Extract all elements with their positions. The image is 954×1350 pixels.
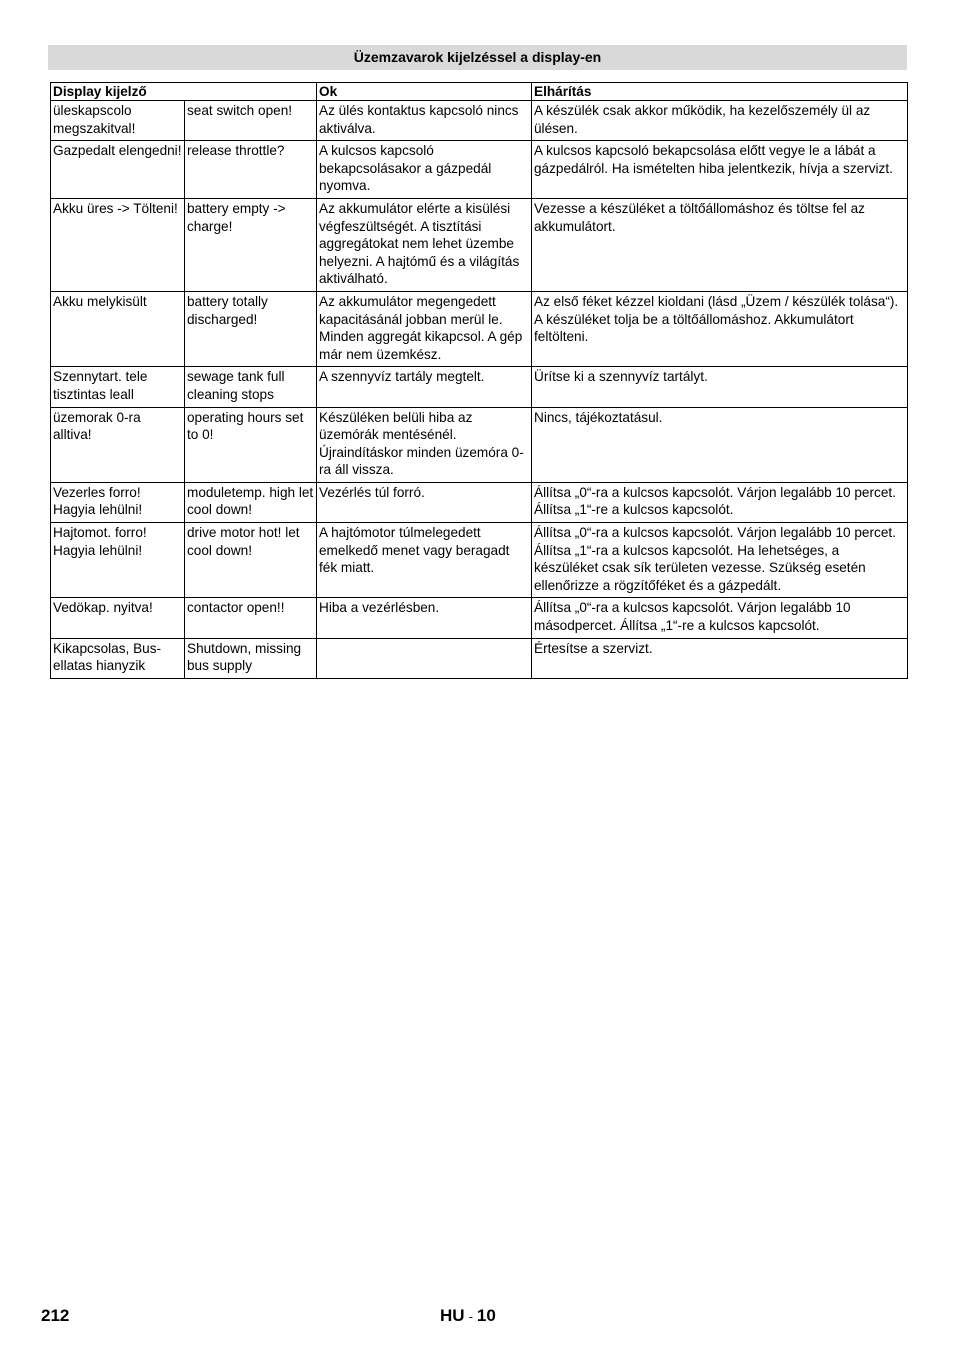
display-text-en: sewage tank full cleaning stops: [185, 367, 317, 407]
display-text-hu: Vedökap. nyitva!: [51, 598, 185, 638]
display-text-hu: Szennytart. tele tisztintas leall: [51, 367, 185, 407]
display-text-en: seat switch open!: [185, 101, 317, 141]
table-row: [51, 598, 908, 638]
display-text-hu: Hajtomot. forro! Hagyia lehülni!: [51, 523, 185, 598]
display-text-hu: Akku melykisült: [51, 291, 185, 366]
table-row: [51, 101, 908, 141]
table-header-row: [51, 83, 908, 101]
table-row: [51, 291, 908, 366]
display-text-hu: Akku üres -> Tölteni!: [51, 198, 185, 291]
remedy-cell: Állítsa „0“-ra a kulcsos kapcsolót. Várjon legalább 10 percet. Állítsa „1“-ra a kulcsos kapcsolót. Ha lehetséges, a készüléket csak sík területen vezesse. Szükség esetén ellenőrizze a rögzítőféket és a gázpedált.: [532, 523, 908, 598]
display-text-en: Shutdown, missing bus supply: [185, 638, 317, 678]
display-text-en: battery totally discharged!: [185, 291, 317, 366]
cause-cell: Az akkumulátor elérte a kisülési végfeszültségét. A tisztítási aggregátokat nem lehet üzembe helyezni. A hajtómű és a világítás aktiválható.: [317, 198, 532, 291]
display-text-hu: üleskapscolo megszakitval!: [51, 101, 185, 141]
footer-lang: HU: [440, 1306, 465, 1325]
header-cause: Ok: [317, 83, 532, 101]
footer-section-label: [440, 1306, 496, 1326]
display-text-en: moduletemp. high let cool down!: [185, 482, 317, 522]
table-row: [51, 523, 908, 598]
remedy-cell: Az első féket kézzel kioldani (lásd „Üzem / készülék tolása“). A készüléket tolja be a töltőállomáshoz. Akkumulátort feltölteni.: [532, 291, 908, 366]
display-text-en: operating hours set to 0!: [185, 407, 317, 482]
display-text-hu: Gazpedalt elengedni!: [51, 141, 185, 199]
header-remedy: Elhárítás: [532, 83, 908, 101]
display-text-en: drive motor hot! let cool down!: [185, 523, 317, 598]
cause-cell: Hiba a vezérlésben.: [317, 598, 532, 638]
cause-cell: A hajtómotor túlmelegedett emelkedő menet vagy beragadt fék miatt.: [317, 523, 532, 598]
table-row: [51, 367, 908, 407]
footer-section-page: 10: [476, 1306, 496, 1325]
remedy-cell: Vezesse a készüléket a töltőállomáshoz és töltse fel az akkumulátort.: [532, 198, 908, 291]
display-text-hu: Kikapcsolas, Bus-ellatas hianyzik: [51, 638, 185, 678]
header-display: Display kijelző: [51, 83, 317, 101]
cause-cell: Készüléken belüli hiba az üzemórák mentésénél. Újraindításkor minden üzemóra 0-ra áll vissza.: [317, 407, 532, 482]
table-row: [51, 198, 908, 291]
cause-cell: A kulcsos kapcsoló bekapcsolásakor a gázpedál nyomva.: [317, 141, 532, 199]
display-text-hu: üzemorak 0-ra alltiva!: [51, 407, 185, 482]
footer-separator: -: [468, 1309, 473, 1324]
error-table: [50, 82, 908, 679]
remedy-cell: Nincs, tájékoztatásul.: [532, 407, 908, 482]
remedy-cell: Értesítse a szervizt.: [532, 638, 908, 678]
section-title: Üzemzavarok kijelzéssel a display-en: [48, 45, 907, 70]
remedy-cell: Állítsa „0“-ra a kulcsos kapcsolót. Várjon legalább 10 percet. Állítsa „1“-re a kulcsos kapcsolót.: [532, 482, 908, 522]
display-text-en: release throttle?: [185, 141, 317, 199]
cause-cell: Az ülés kontaktus kapcsoló nincs aktiválva.: [317, 101, 532, 141]
display-text-en: contactor open!!: [185, 598, 317, 638]
display-text-hu: Vezerles forro! Hagyia lehülni!: [51, 482, 185, 522]
cause-cell: A szennyvíz tartály megtelt.: [317, 367, 532, 407]
table-row: [51, 407, 908, 482]
table-row: [51, 141, 908, 199]
page-number: 212: [41, 1306, 70, 1325]
remedy-cell: A kulcsos kapcsoló bekapcsolása előtt vegye le a lábát a gázpedálról. Ha ismételten hiba jelentkezik, hívja a szervizt.: [532, 141, 908, 199]
table-row: [51, 482, 908, 522]
table-row: [51, 638, 908, 678]
display-text-en: battery empty -> charge!: [185, 198, 317, 291]
remedy-cell: A készülék csak akkor működik, ha kezelőszemély ül az ülésen.: [532, 101, 908, 141]
cause-cell: Az akkumulátor megengedett kapacitásánál jobban merül le. Minden aggregát kikapcsol. A gép már nem üzemkész.: [317, 291, 532, 366]
remedy-cell: Ürítse ki a szennyvíz tartályt.: [532, 367, 908, 407]
cause-cell: Vezérlés túl forró.: [317, 482, 532, 522]
cause-cell: [317, 638, 532, 678]
remedy-cell: Állítsa „0“-ra a kulcsos kapcsolót. Várjon legalább 10 másodpercet. Állítsa „1“-re a kulcsos kapcsolót.: [532, 598, 908, 638]
